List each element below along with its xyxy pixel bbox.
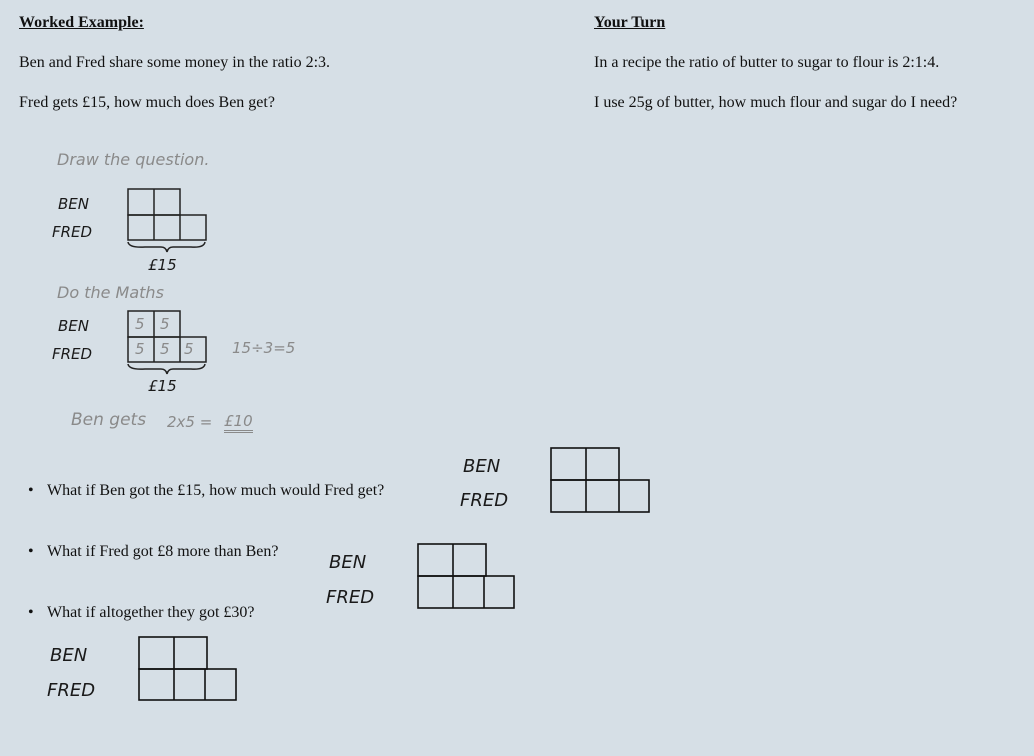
worked-example-line-1: Ben and Fred share some money in the ratio 2:3.: [19, 54, 331, 71]
division-calc: 15÷3=5: [232, 339, 296, 357]
bar-model-q2: [416, 542, 521, 612]
do-the-maths-label: Do the Maths: [57, 283, 164, 302]
draw-question-label: Draw the question.: [57, 150, 210, 169]
answer-calc: 2x5 =: [167, 413, 213, 431]
worked-example-heading: Worked Example:: [19, 14, 144, 31]
answer-prefix: Ben gets: [71, 410, 147, 430]
total-label-1: £15: [148, 256, 177, 274]
box-value-3: 5: [135, 340, 145, 358]
total-label-2: £15: [148, 377, 177, 395]
your-turn-heading: Your Turn: [594, 14, 666, 31]
box-value-1: 5: [135, 315, 145, 333]
bar-model-q3: [137, 635, 242, 705]
fred-label-q1: FRED: [460, 490, 509, 511]
extension-question-3: • What if altogether they got £30?: [47, 604, 254, 622]
ben-label-1: BEN: [58, 195, 89, 213]
fred-label-2: FRED: [52, 345, 93, 363]
box-value-5: 5: [184, 340, 194, 358]
ben-label-q3: BEN: [50, 645, 88, 666]
extension-question-1: • What if Ben got the £15, how much would Fred get?: [47, 482, 384, 500]
answer-value: £10: [224, 413, 253, 433]
box-value-4: 5: [160, 340, 170, 358]
ben-label-q2: BEN: [329, 552, 367, 573]
bar-model-draw: [125, 186, 215, 261]
box-value-2: 5: [160, 315, 170, 333]
fred-label-1: FRED: [52, 223, 93, 241]
bar-model-q1: [549, 446, 654, 516]
worked-example-line-2: Fred gets £15, how much does Ben get?: [19, 94, 275, 111]
fred-label-q3: FRED: [47, 680, 96, 701]
ben-label-q1: BEN: [463, 456, 501, 477]
ben-label-2: BEN: [58, 317, 89, 335]
your-turn-line-1: In a recipe the ratio of butter to sugar to flour is 2:1:4.: [594, 54, 940, 71]
fred-label-q2: FRED: [326, 587, 375, 608]
extension-question-2: • What if Fred got £8 more than Ben?: [47, 543, 279, 561]
your-turn-line-2: I use 25g of butter, how much flour and sugar do I need?: [594, 94, 958, 111]
